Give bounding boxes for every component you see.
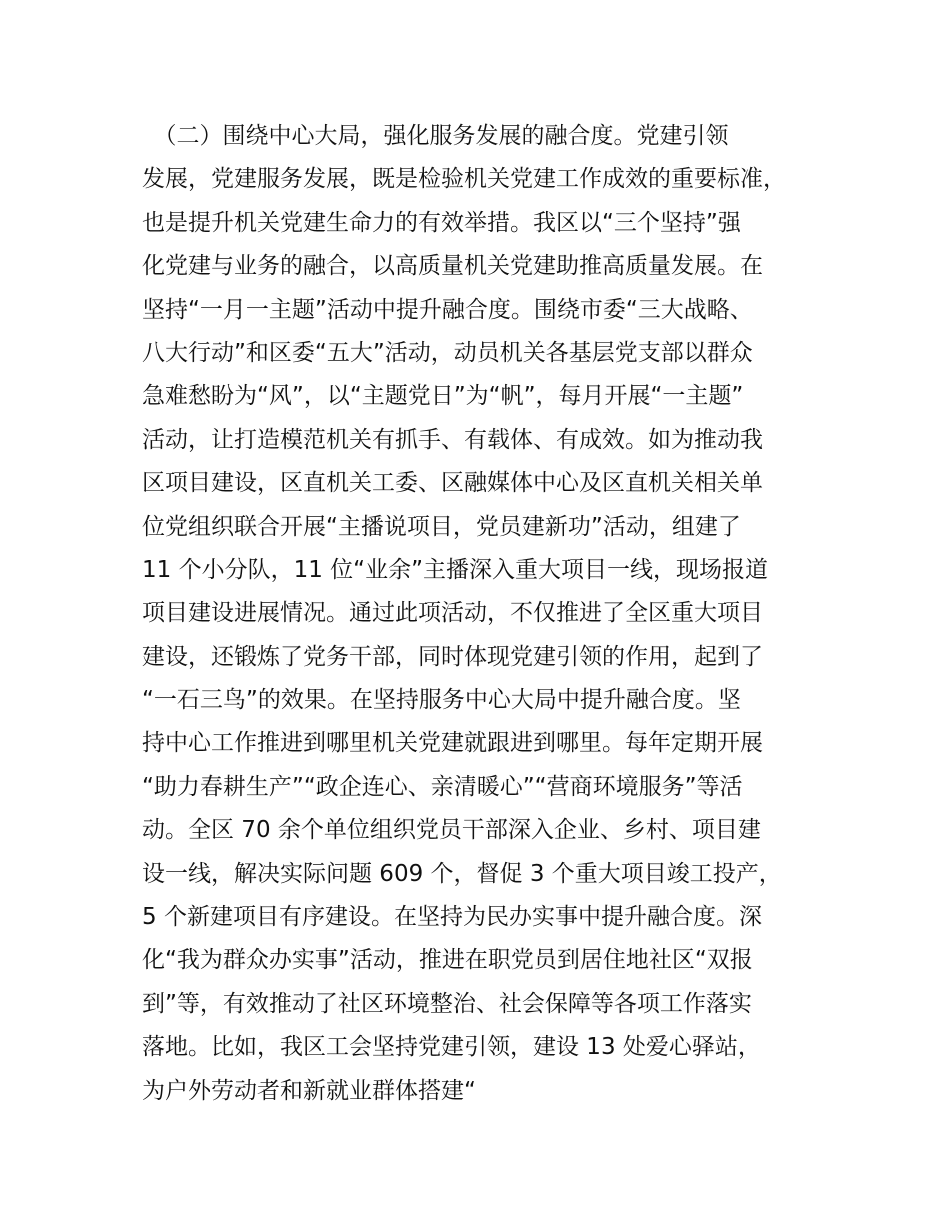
text-line: 位党组织联合开展“主播说项目，党员建新功”活动，组建了: [142, 513, 741, 540]
text-line: 5 个新建项目有序建设。在坚持为民办实事中提升融合度。深: [142, 904, 762, 931]
text-line: 建设，还锻炼了党务干部，同时体现党建引领的作用，起到了: [142, 643, 763, 670]
text-line: 设一线，解决实际问题 609 个，督促 3 个重大项目竣工投产，: [142, 860, 782, 887]
text-line: 八大行动”和区委“五大”活动，动员机关各基层党支部以群众: [142, 339, 753, 366]
text-line: 化党建与业务的融合，以高质量机关党建助推高质量发展。在: [142, 253, 763, 280]
text-line: 11 个小分队，11 位“业余”主播深入重大项目一线，现场报道: [142, 556, 768, 583]
text-line: 发展，党建服务发展，既是检验机关党建工作成效的重要标准，: [142, 166, 786, 193]
text-line: “助力春耕生产”“政企连心、亲清暖心”“营商环境服务”等活: [142, 773, 743, 800]
text-line: 项目建设进展情况。通过此项活动，不仅推进了全区重大项目: [142, 600, 763, 627]
text-line: 落地。比如，我区工会坚持党建引领，建设 13 处爱心驿站，: [142, 1034, 761, 1061]
text-line: 区项目建设，区直机关工委、区融媒体中心及区直机关相关单: [142, 470, 763, 497]
text-line: 化“我为群众办实事”活动，推进在职党员到居住地社区“双报: [142, 947, 753, 974]
text-line: 活动，让打造模范机关有抓手、有载体、有成效。如为推动我: [142, 426, 763, 453]
text-line: 也是提升机关党建生命力的有效举措。我区以“三个坚持”强: [142, 209, 741, 236]
text-line: （二）围绕中心大局，强化服务发展的融合度。党建引领: [142, 123, 729, 149]
text-line: “一石三鸟”的效果。在坚持服务中心大局中提升融合度。坚: [142, 687, 741, 714]
text-line: 动。全区 70 余个单位组织党员干部深入企业、乡村、项目建: [142, 817, 761, 844]
text-line: 急难愁盼为“风”，以“主题党日”为“帆”，每月开展“一主题”: [142, 383, 744, 410]
text-line: 到”等，有效推动了社区环境整治、社会保障等各项工作落实: [142, 990, 752, 1017]
body-paragraph: [142, 115, 842, 1113]
text-line: 坚持“一月一主题”活动中提升融合度。围绕市委“三大战略、: [142, 296, 753, 323]
text-line: 为户外劳动者和新就业群体搭建“: [142, 1077, 476, 1104]
text-line: 持中心工作推进到哪里机关党建就跟进到哪里。每年定期开展: [142, 730, 763, 757]
